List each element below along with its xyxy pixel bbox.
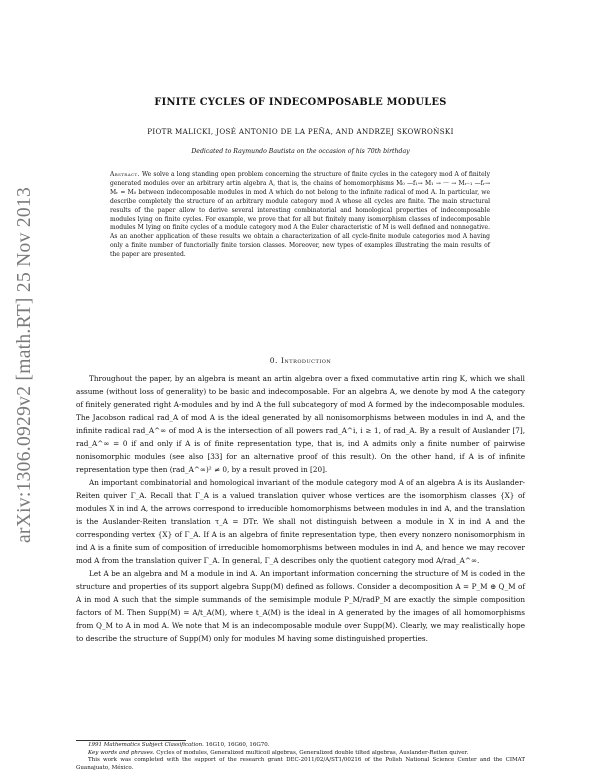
footnotes (76, 742, 525, 772)
footnote (76, 757, 525, 772)
paragraph: An important combinatorial and homological invariant of the module category mod A of an algebra A is its Auslander-Reiten quiver Γ_A. Recall that Γ_A is a valued translation quiver whose vertices are the isomorphism classes {X} of modules X in ind A, the arrows correspond to irreducible homomorphisms between modules in ind A, and the translation is the Auslander-Reiten translation τ_A = DTr. We shall not distinguish between a module in X in ind A and the corresponding vertex {X} of Γ_A. If A is an algebra of finite representation type, then every nonzero nonisomorphism in ind A is a finite sum of composition of irreducible homomorphisms between modules in ind A, and hence we may recover mod A from the translation quiver Γ_A. In general, Γ_A describes only the quotient category mod A/rad_A^∞. (76, 478, 525, 565)
paragraph: Let A be an algebra and M a module in ind A. An important information concerning the structure of M is coded in the structure and properties of its support algebra Supp(M) defined as follows. Consider a decomposition A = P_M ⊕ Q_M of A in mod A such that the simple summands of the semisimple module P_M/radP_M are exactly the simple composition factors of M. Then Supp(M) = A/t_A(M), where t_A(M) is the ideal in A generated by the images of all homomorphisms from Q_M to A in mod A. We note that M is an indecomposable module over Supp(M). Clearly, we may realistically hope to describe the structure of Supp(M) only for modules M having some distinguished properties. (76, 569, 525, 643)
footnote-text: This work was completed with the support of the research grant DEC-2011/02/A/ST1/00216 of the Polish National Science Center and the CIMAT Guanajuato, México. (76, 757, 525, 771)
arxiv-id: arXiv:1306.0929v2 [math.RT] 25 Nov 2013 (14, 186, 35, 544)
body-text (76, 372, 525, 645)
paragraph: Throughout the paper, by an algebra is meant an artin algebra over a fixed commutative artin ring K, which we shall assume (without loss of generality) to be basic and indecomposable. For an algebra A, we denote by mod A the category of finitely generated right A-modules and by ind A the full subcategory of mod A formed by the indecomposable modules. The Jacobson radical rad_A of mod A is the ideal generated by all nonisomorphisms between modules in ind A, and the infinite radical rad_A^∞ of mod A is the intersection of all powers rad_A^i, i ≥ 1, of rad_A. By a result of Auslander [7], rad_A^∞ = 0 if and only if A is of finite representation type, that is, ind A admits only a finite number of pairwise nonisomorphic modules (see also [33] for an alternative proof of this result). On the other hand, if A is of infinite representation type then (rad_A^∞)² ≠ 0, by a result proved in [20]. (76, 374, 525, 474)
footnote (76, 750, 525, 758)
footnote (76, 742, 525, 750)
paper-authors: PIOTR MALICKI, JOSÉ ANTONIO DE LA PEÑA, AND ANDRZEJ SKOWROŃSKI (147, 127, 454, 136)
paper-title: FINITE CYCLES OF INDECOMPOSABLE MODULES (154, 97, 447, 108)
arxiv-identifier-sidebar (8, 70, 42, 660)
footnote-label: 1991 Mathematics Subject Classification. (88, 742, 204, 748)
footnote-label: Key words and phrases. (88, 749, 155, 756)
dedication: Dedicated to Raymundo Bautista on the occasion of his 70th birthday (191, 148, 410, 155)
footnote-divider (76, 740, 186, 741)
abstract-label: Abstract. (110, 171, 140, 178)
footnote-text: Cycles of modules, Generalized multicoil algebras, Generalized double tilted algebras, Auslander-Reiten quiver. (156, 749, 469, 756)
footnote-text: 16G10, 16G60, 16G70. (205, 742, 270, 748)
abstract (110, 171, 490, 260)
section-heading: 0. Introduction (269, 356, 332, 365)
abstract-text: We solve a long standing open problem concerning the structure of finite cycles in the category mod A of finitely generated modules over an arbitrary artin algebra A, that is, the chains of homomorphisms M₀ —f₁→ M₁ → ··· → Mᵣ₋₁ —fᵣ→ Mᵣ = M₀ between indecomposable modules in mod A which do not belong to the infinite radical of mod A. In particular, we describe completely the structure of an arbitrary module category mod A whose all cycles are finite. The main structural results of the paper allow to derive several interesting combinatorial and homological properties of indecomposable modules lying on finite cycles. For example, we prove that for all but finitely many isomorphism classes of indecomposable modules M lying on finite cycles of a module category mod A the Euler characteristic of M is well defined and nonnegative. As an another application of these results we obtain a characterization of all cycle-finite module categories mod A having only a finite number of functorially finite torsion classes. Moreover, new types of examples illustrating the main results of the paper are presented. (110, 171, 490, 259)
